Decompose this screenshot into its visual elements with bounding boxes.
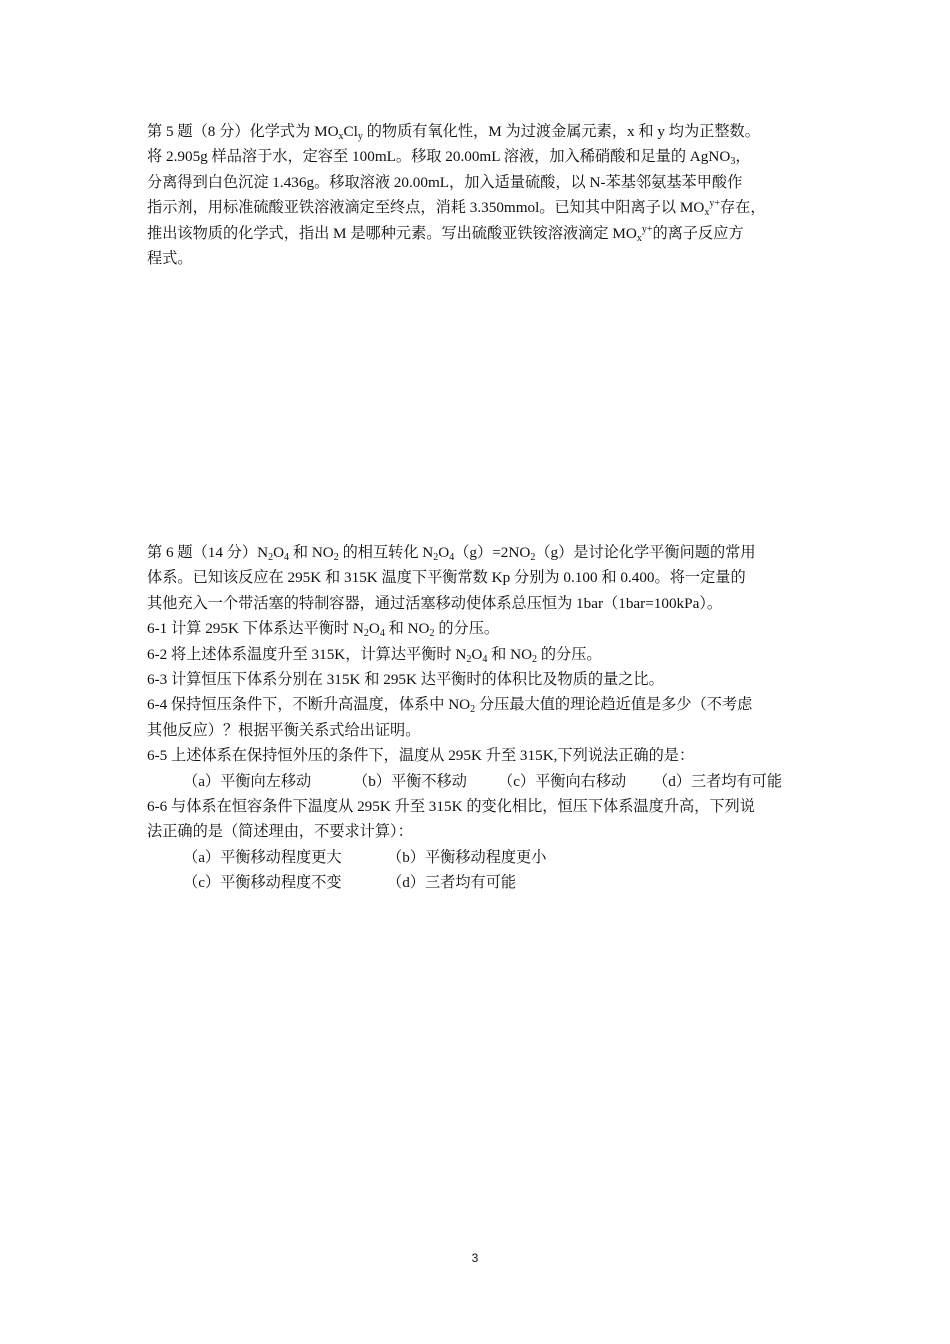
problem-5: [147, 119, 809, 271]
option-6-5-a: （a）平衡向左移动: [183, 772, 312, 790]
problem-6-line-2: 体系。已知该反应在 295K 和 315K 温度下平衡常数 Kp 分别为 0.100 和 0.400。将一定量的: [147, 569, 746, 587]
option-6-6-a: （a）平衡移动程度更大: [183, 848, 342, 866]
question-6-1: 6-1 计算 295K 下体系达平衡时 $N_2O_4$ 和 $NO_2$ 的分压。: [147, 620, 500, 640]
problem-5-line-1: 第 5 题（8 分）化学式为 $MO_xCl_y$ 的物质有氧化性，M 为过渡金属元素，x 和 y 均为正整数。: [147, 123, 760, 142]
option-6-6-b: （b）平衡移动程度更小: [387, 848, 547, 866]
question-6-3: 6-3 计算恒压下体系分别在 315K 和 295K 达平衡时的体积比及物质的量之比。: [147, 671, 664, 689]
problem-6-line-3: 其他充入一个带活塞的特制容器，通过活塞移动使体系总压恒为 1bar（1bar=100kPa）。: [147, 594, 723, 612]
question-6-6: 6-6 与体系在恒容条件下温度从 295K 升至 315K 的变化相比，恒压下体系温度升高，下列说: [147, 798, 755, 816]
question-6-5: 6-5 上述体系在保持恒外压的条件下，温度从 295K 升至 315K,下列说法正确的是：: [147, 747, 695, 765]
question-6-6-options-row-2: [147, 870, 809, 895]
option-6-5-b: （b）平衡不移动: [353, 772, 467, 790]
question-6-5-options: [147, 769, 809, 794]
problem-5-line-4: 指示剂，用标准硫酸亚铁溶液滴定至终点，消耗 3.350mmol。已知其中阳离子以 $MO_x^{y+}$存在，: [147, 198, 766, 219]
problem-5-line-3: 分离得到白色沉淀 1.436g。移取溶液 20.00mL，加入适量硫酸，以 N-苯基邻氨基苯甲酸作: [147, 173, 743, 191]
question-6-6-options-row-1: [147, 845, 809, 870]
problem-5-line-2: 将 2.905g 样品溶于水，定容至 100mL。移取 20.00mL 溶液，加入稀硝酸和足量的 AgNO$_3$，: [147, 148, 751, 168]
question-6-2: 6-2 将上述体系温度升至 315K，计算达平衡时 $N_2O_4$ 和 $NO_2$ 的分压。: [147, 645, 602, 665]
problem-6: [147, 540, 809, 896]
question-6-6-cont: 法正确的是（简述理由，不要求计算）：: [147, 823, 413, 841]
problem-6-line-1: 第 6 题（14 分）$N_2O_4$ 和 $NO_2$ 的相互转化 $N_2O_4(g)=2NO_2(g)$是讨论化学平衡问题的常用: [147, 544, 756, 563]
question-6-4-cont: 其他反应）？根据平衡关系式给出证明。: [147, 721, 421, 739]
option-6-5-c: （c）平衡向右移动: [498, 772, 627, 790]
question-6-4: 6-4 保持恒压条件下，不断升高温度，体系中 $NO_2$ 分压最大值的理论趋近值是多少（不考虑: [147, 696, 753, 716]
problem-5-line-6: 程式。: [147, 250, 193, 268]
problem-5-line-5: 推出该物质的化学式，指出 M 是哪种元素。写出硫酸亚铁铵溶液滴定 $MO_x^{y+}$的离子反应方: [147, 223, 744, 244]
option-6-6-d: （d）三者均有可能: [387, 874, 517, 892]
option-6-6-c: （c）平衡移动程度不变: [183, 874, 342, 892]
option-6-5-d: （d）三者均有可能: [653, 772, 783, 790]
page-number: 3: [471, 1251, 479, 1265]
